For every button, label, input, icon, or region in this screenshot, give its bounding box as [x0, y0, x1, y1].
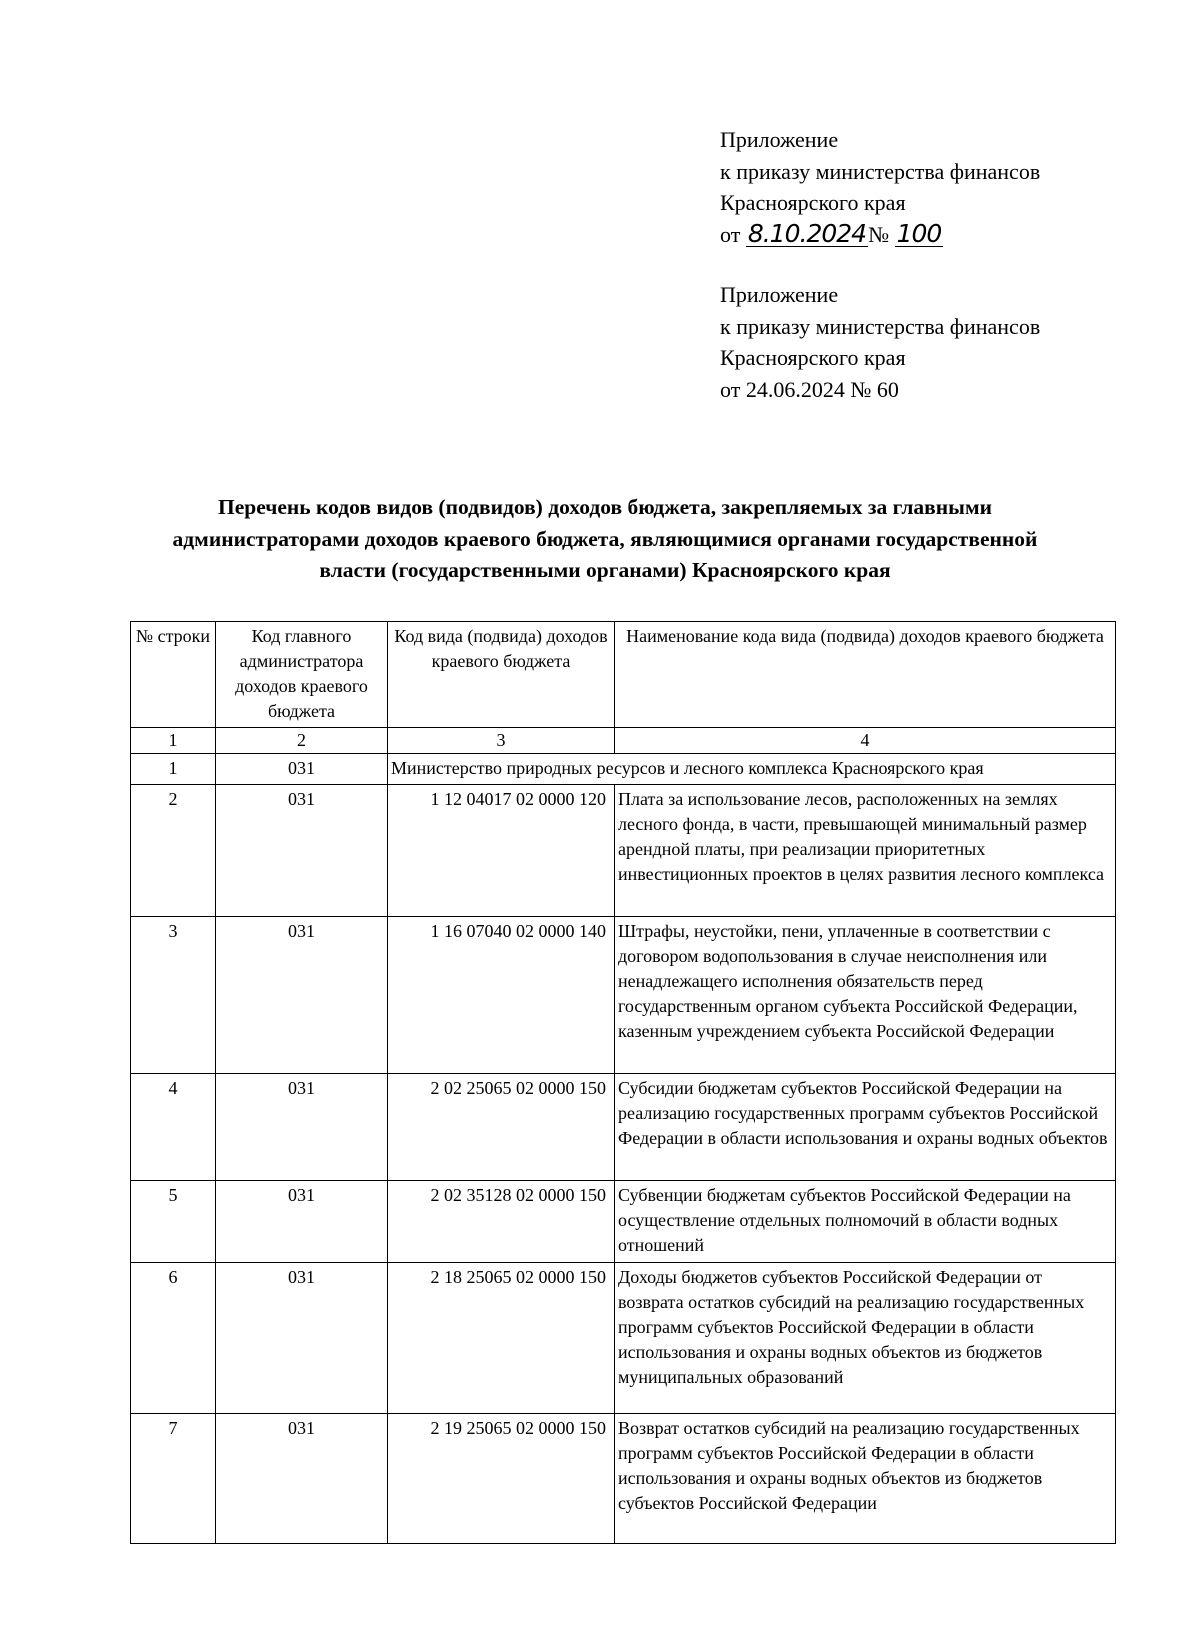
title-line-3: власти (государственными органами) Красноярского края [319, 558, 891, 582]
approval-region-line: Красноярского края [720, 190, 906, 215]
income-name: Субвенции бюджетам субъектов Российской Федерации на осуществление отдельных полномочий в области водных отношений [615, 1181, 1116, 1263]
table-row [131, 1263, 1116, 1414]
table-row [131, 1414, 1116, 1544]
approval-order-line: к приказу министерства финансов [720, 158, 1041, 184]
approval-region-line: Красноярского края [720, 345, 906, 370]
table-row [131, 785, 1116, 917]
header-income-code: Код вида (подвида) доходов краевого бюджета [388, 622, 615, 728]
header-admin-code: Код главного администратора доходов краевого бюджета [216, 622, 388, 728]
income-name: Штрафы, неустойки, пени, уплаченные в соответствии с договором водопользования в случае неисполнения или ненадлежащего исполнения обязательств перед государственным органом субъекта Российской Федерации, казенным учреждением субъекта Российской Федерации [615, 917, 1116, 1074]
ministry-name: Министерство природных ресурсов и лесного комплекса Красноярского края [388, 754, 1116, 785]
row-number: 1 [131, 754, 216, 785]
column-number-row [131, 728, 1116, 754]
column-number: 2 [216, 728, 388, 754]
income-code: 2 18 25065 02 0000 150 [388, 1263, 615, 1414]
income-name: Плата за использование лесов, расположенных на землях лесного фонда, в части, превышающей минимальный размер арендной платы, при реализации приоритетных инвестиционных проектов в целях развития лесного комплекса [615, 785, 1116, 917]
income-code: 2 19 25065 02 0000 150 [388, 1414, 615, 1544]
column-number: 1 [131, 728, 216, 754]
income-code: 2 02 35128 02 0000 150 [388, 1181, 615, 1263]
title-line-1: Перечень кодов видов (подвидов) доходов бюджета, закрепляемых за главными [218, 495, 992, 519]
table-row [131, 1074, 1116, 1181]
approval-title: Приложение [720, 282, 839, 307]
table-header-row [131, 622, 1116, 728]
admin-code: 031 [216, 754, 388, 785]
table-row [131, 1181, 1116, 1263]
row-number: 5 [131, 1181, 216, 1263]
approval-title: Приложение [720, 127, 839, 152]
income-name: Доходы бюджетов субъектов Российской Федерации от возврата остатков субсидий на реализацию государственных программ субъектов Российской Федерации в области использования и охраны водных объектов из бюджетов муниципальных образований [615, 1263, 1116, 1414]
title-line-2: администраторами доходов краевого бюджета, являющимися органами государственной [172, 526, 1038, 551]
document-title [110, 492, 1100, 587]
admin-code: 031 [216, 785, 388, 917]
row-number: 4 [131, 1074, 216, 1181]
approval-block-previous [720, 279, 1140, 405]
row-number: 6 [131, 1263, 216, 1414]
approval-date-line [720, 219, 1140, 251]
admin-code: 031 [216, 1414, 388, 1544]
header-income-name: Наименование кода вида (подвида) доходов краевого бюджета [615, 622, 1116, 728]
admin-code: 031 [216, 1263, 388, 1414]
income-name: Субсидии бюджетам субъектов Российской Федерации на реализацию государственных программ субъектов Российской Федерации в области использования и охраны водных объектов [615, 1074, 1116, 1181]
approval-block-current [720, 124, 1140, 250]
row-number: 2 [131, 785, 216, 917]
handwritten-number: 100 [896, 218, 942, 248]
income-name: Возврат остатков субсидий на реализацию государственных программ субъектов Российской Федерации в области использования и охраны водных объектов из бюджетов субъектов Российской Федерации [615, 1414, 1116, 1544]
admin-code: 031 [216, 1074, 388, 1181]
date-prefix: от [720, 221, 741, 247]
approval-date-line: от 24.06.2024 № 60 [720, 376, 899, 402]
admin-code: 031 [216, 917, 388, 1074]
number-sign: № [868, 221, 890, 247]
income-code: 1 12 04017 02 0000 120 [388, 785, 615, 917]
income-code: 1 16 07040 02 0000 140 [388, 917, 615, 1074]
approval-order-line: к приказу министерства финансов [720, 313, 1041, 339]
row-number: 7 [131, 1414, 216, 1544]
handwritten-date: 8.10.2024 [747, 218, 867, 248]
header-row-number: № строки [131, 622, 216, 728]
row-number: 3 [131, 917, 216, 1074]
admin-code: 031 [216, 1181, 388, 1263]
table-row [131, 754, 1116, 785]
column-number: 4 [615, 728, 1116, 754]
table-row [131, 917, 1116, 1074]
income-codes-table [130, 621, 1116, 1544]
income-code: 2 02 25065 02 0000 150 [388, 1074, 615, 1181]
column-number: 3 [388, 728, 615, 754]
